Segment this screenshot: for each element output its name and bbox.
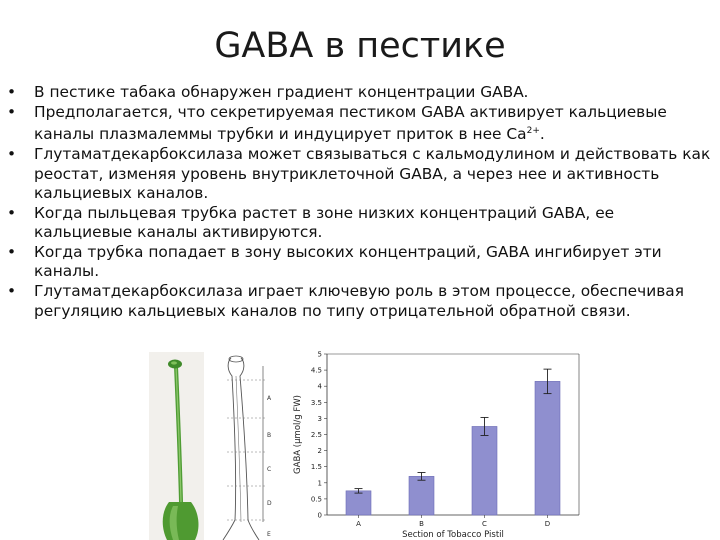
bullet-dot: • xyxy=(7,242,17,261)
y-tick-label: 3 xyxy=(317,414,322,423)
pistil-section-diagram xyxy=(207,352,275,540)
bullet-item xyxy=(6,145,712,204)
y-tick-label: 0.5 xyxy=(310,495,322,504)
y-tick-label: 4 xyxy=(317,382,322,391)
bar-c xyxy=(472,426,497,515)
bullet-text: Глутаматдекарбоксилаза может связываться с кальмодулином и действовать как реостат, изменяя уровень внутриклеточной GABA, а через нее и активность кальциевых каналов. xyxy=(34,144,711,203)
diagram-label-a: A xyxy=(267,395,272,402)
bullet-dot: • xyxy=(7,102,17,121)
bullet-tail: . xyxy=(539,125,545,144)
bullet-dot: • xyxy=(7,144,17,163)
y-tick-label: 1 xyxy=(317,479,322,488)
bullet-dot: • xyxy=(7,83,17,101)
bullet-item xyxy=(6,282,712,321)
bullet-item xyxy=(6,103,712,145)
x-tick-label: D xyxy=(544,520,551,528)
y-tick-label: 0 xyxy=(317,511,322,520)
gaba-bar-chart xyxy=(287,344,593,540)
y-tick-label: 5 xyxy=(317,350,322,359)
bullet-text: Глутаматдекарбоксилаза играет ключевую роль в этом процессе, обеспечивая регуляцию кальциевых каналов по типу отрицательной обратной связи. xyxy=(34,282,684,320)
bullet-text: Когда трубка попадает в зону высоких концентраций, GABA ингибирует эти каналы. xyxy=(34,242,662,281)
bullet-list xyxy=(6,83,712,321)
x-axis-label: Section of Tobacco Pistil xyxy=(402,530,504,540)
bullet-text: Когда пыльцевая трубка растет в зоне низких концентраций GABA, ее кальциевые каналы активируются. xyxy=(34,203,615,242)
bullet-superscript: 2+ xyxy=(526,126,540,137)
diagram-label-d: D xyxy=(267,500,272,507)
diagram-label-e: E xyxy=(267,531,271,538)
slide-title: GABA в пестике xyxy=(214,26,506,66)
y-tick-label: 4.5 xyxy=(310,366,322,375)
bullet-dot: • xyxy=(7,203,17,222)
bullet-item xyxy=(6,204,712,243)
y-tick-label: 2.5 xyxy=(310,431,322,439)
bar-d xyxy=(535,381,560,515)
y-axis-label: GABA (µmol/g FW) xyxy=(293,395,303,474)
y-tick-label: 3.5 xyxy=(310,398,322,407)
bullet-text: Предполагается, что секретируемая пестиком GABA активирует кальциевые каналы плазмалеммы трубки и индуцирует приток в нее Ca xyxy=(34,102,667,144)
y-tick-label: 1.5 xyxy=(310,463,322,472)
diagram-label-c: C xyxy=(267,466,272,473)
x-tick-label: A xyxy=(356,520,361,528)
bar-a xyxy=(346,491,371,515)
diagram-label-b: B xyxy=(267,432,272,439)
bullet-item xyxy=(6,243,712,282)
bullet-text: В пестике табака обнаружен градиент концентрации GABA. xyxy=(34,83,529,101)
bullet-item xyxy=(6,83,712,103)
pistil-ovary xyxy=(163,502,199,540)
x-tick-label: C xyxy=(482,520,487,528)
bullet-dot: • xyxy=(7,282,17,301)
x-tick-label: B xyxy=(419,520,424,528)
pistil-photo xyxy=(149,352,204,540)
y-tick-label: 2 xyxy=(317,447,322,456)
bar-b xyxy=(409,476,434,515)
